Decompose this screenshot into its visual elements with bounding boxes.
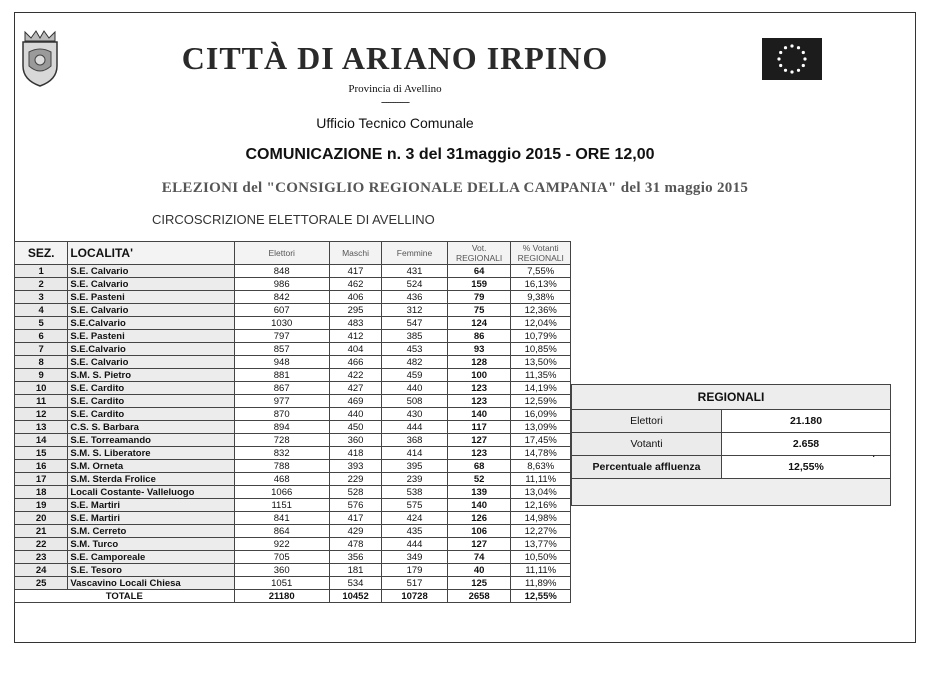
row-sez: 7 bbox=[15, 343, 68, 356]
row-localita: S.M. Orneta bbox=[68, 460, 234, 473]
row-maschi: 181 bbox=[329, 564, 381, 577]
row-sez: 8 bbox=[15, 356, 68, 369]
eu-star-icon bbox=[802, 51, 805, 54]
row-votanti: 40 bbox=[447, 564, 511, 577]
row-percentuale: 10,79% bbox=[511, 330, 571, 343]
total-label: TOTALE bbox=[15, 590, 235, 603]
row-elettori: 842 bbox=[234, 291, 329, 304]
city-title: CITTÀ DI ARIANO IRPINO bbox=[181, 40, 609, 76]
row-femmine: 575 bbox=[382, 499, 448, 512]
table-row bbox=[15, 512, 571, 525]
eu-star-icon bbox=[797, 46, 800, 49]
total-femmine: 10728 bbox=[382, 590, 448, 603]
row-votanti: 128 bbox=[447, 356, 511, 369]
row-sez: 2 bbox=[15, 278, 68, 291]
row-localita: S.E. Torreamando bbox=[68, 434, 234, 447]
row-percentuale: 14,78% bbox=[511, 447, 571, 460]
table-row bbox=[15, 265, 571, 278]
row-localita: C.S. S. Barbara bbox=[68, 421, 234, 434]
row-votanti: 123 bbox=[447, 382, 511, 395]
summary-blank-row bbox=[572, 479, 891, 506]
row-localita: S.E.Calvario bbox=[68, 343, 234, 356]
row-votanti: 127 bbox=[447, 434, 511, 447]
row-percentuale: 12,16% bbox=[511, 499, 571, 512]
row-localita: S.E. Calvario bbox=[68, 356, 234, 369]
row-sez: 9 bbox=[15, 369, 68, 382]
row-percentuale: 11,11% bbox=[511, 564, 571, 577]
row-votanti: 75 bbox=[447, 304, 511, 317]
row-sez: 12 bbox=[15, 408, 68, 421]
col-localita: LOCALITA' bbox=[68, 242, 234, 265]
row-votanti: 125 bbox=[447, 577, 511, 590]
row-localita: S.M. Turco bbox=[68, 538, 234, 551]
row-femmine: 538 bbox=[382, 486, 448, 499]
row-localita: Vascavino Locali Chiesa bbox=[68, 577, 234, 590]
row-percentuale: 14,19% bbox=[511, 382, 571, 395]
row-elettori: 864 bbox=[234, 525, 329, 538]
row-localita: S.M. S. Liberatore bbox=[68, 447, 234, 460]
turnout-table bbox=[14, 241, 571, 603]
row-votanti: 124 bbox=[447, 317, 511, 330]
row-elettori: 986 bbox=[234, 278, 329, 291]
row-femmine: 395 bbox=[382, 460, 448, 473]
row-localita: S.E.Calvario bbox=[68, 317, 234, 330]
row-votanti: 74 bbox=[447, 551, 511, 564]
table-row bbox=[15, 447, 571, 460]
row-percentuale: 13,04% bbox=[511, 486, 571, 499]
row-maschi: 418 bbox=[329, 447, 381, 460]
row-femmine: 435 bbox=[382, 525, 448, 538]
row-femmine: 312 bbox=[382, 304, 448, 317]
province-label: Provincia di Avellino bbox=[348, 83, 442, 95]
row-sez: 19 bbox=[15, 499, 68, 512]
row-femmine: 349 bbox=[382, 551, 448, 564]
row-maschi: 417 bbox=[329, 265, 381, 278]
row-percentuale: 8,63% bbox=[511, 460, 571, 473]
row-sez: 22 bbox=[15, 538, 68, 551]
summary-title: REGIONALI bbox=[572, 385, 891, 410]
row-sez: 15 bbox=[15, 447, 68, 460]
row-elettori: 894 bbox=[234, 421, 329, 434]
row-sez: 21 bbox=[15, 525, 68, 538]
table-row bbox=[15, 304, 571, 317]
summary-affluenza-value: 12,55% bbox=[722, 456, 891, 479]
row-maschi: 229 bbox=[329, 473, 381, 486]
row-femmine: 547 bbox=[382, 317, 448, 330]
eu-star-icon bbox=[790, 70, 793, 73]
table-row bbox=[15, 356, 571, 369]
row-votanti: 79 bbox=[447, 291, 511, 304]
row-votanti: 106 bbox=[447, 525, 511, 538]
row-femmine: 414 bbox=[382, 447, 448, 460]
row-sez: 18 bbox=[15, 486, 68, 499]
row-femmine: 459 bbox=[382, 369, 448, 382]
row-sez: 25 bbox=[15, 577, 68, 590]
row-percentuale: 17,45% bbox=[511, 434, 571, 447]
row-maschi: 356 bbox=[329, 551, 381, 564]
eu-star-icon bbox=[797, 69, 800, 72]
row-percentuale: 12,27% bbox=[511, 525, 571, 538]
row-votanti: 100 bbox=[447, 369, 511, 382]
row-sez: 14 bbox=[15, 434, 68, 447]
row-elettori: 857 bbox=[234, 343, 329, 356]
table-row bbox=[15, 434, 571, 447]
row-femmine: 517 bbox=[382, 577, 448, 590]
row-elettori: 705 bbox=[234, 551, 329, 564]
row-maschi: 576 bbox=[329, 499, 381, 512]
row-votanti: 123 bbox=[447, 447, 511, 460]
eu-star-icon bbox=[779, 64, 782, 67]
eu-star-icon bbox=[790, 44, 793, 47]
row-localita: S.E. Calvario bbox=[68, 304, 234, 317]
stray-mark: . bbox=[872, 446, 876, 460]
row-maschi: 427 bbox=[329, 382, 381, 395]
row-maschi: 404 bbox=[329, 343, 381, 356]
row-maschi: 412 bbox=[329, 330, 381, 343]
row-femmine: 444 bbox=[382, 538, 448, 551]
row-percentuale: 16,09% bbox=[511, 408, 571, 421]
table-header-row bbox=[15, 242, 571, 265]
row-sez: 4 bbox=[15, 304, 68, 317]
table-row bbox=[15, 382, 571, 395]
row-percentuale: 9,38% bbox=[511, 291, 571, 304]
row-localita: S.E. Cardito bbox=[68, 382, 234, 395]
table-row bbox=[15, 421, 571, 434]
row-percentuale: 12,36% bbox=[511, 304, 571, 317]
row-femmine: 424 bbox=[382, 512, 448, 525]
summary-votanti-label: Votanti bbox=[572, 433, 722, 456]
row-localita: S.M. S. Pietro bbox=[68, 369, 234, 382]
row-sez: 13 bbox=[15, 421, 68, 434]
row-votanti: 140 bbox=[447, 499, 511, 512]
row-elettori: 360 bbox=[234, 564, 329, 577]
row-femmine: 440 bbox=[382, 382, 448, 395]
row-percentuale: 13,09% bbox=[511, 421, 571, 434]
total-percentuale: 12,55% bbox=[511, 590, 571, 603]
row-votanti: 64 bbox=[447, 265, 511, 278]
row-votanti: 123 bbox=[447, 395, 511, 408]
row-elettori: 832 bbox=[234, 447, 329, 460]
col-sez: SEZ. bbox=[15, 242, 68, 265]
row-elettori: 788 bbox=[234, 460, 329, 473]
row-localita: S.E. Martiri bbox=[68, 499, 234, 512]
row-sez: 17 bbox=[15, 473, 68, 486]
city-crest-icon bbox=[19, 28, 61, 88]
row-percentuale: 11,35% bbox=[511, 369, 571, 382]
row-percentuale: 14,98% bbox=[511, 512, 571, 525]
row-maschi: 429 bbox=[329, 525, 381, 538]
row-elettori: 1066 bbox=[234, 486, 329, 499]
row-localita: S.E. Pasteni bbox=[68, 291, 234, 304]
table-row bbox=[15, 317, 571, 330]
row-sez: 5 bbox=[15, 317, 68, 330]
row-maschi: 462 bbox=[329, 278, 381, 291]
col-elettori: Elettori bbox=[234, 242, 329, 265]
row-localita: S.E. Pasteni bbox=[68, 330, 234, 343]
row-elettori: 607 bbox=[234, 304, 329, 317]
separator: ------------ bbox=[381, 97, 409, 108]
row-percentuale: 12,59% bbox=[511, 395, 571, 408]
eu-star-icon bbox=[803, 57, 806, 60]
table-row bbox=[15, 525, 571, 538]
row-votanti: 139 bbox=[447, 486, 511, 499]
row-sez: 1 bbox=[15, 265, 68, 278]
row-maschi: 534 bbox=[329, 577, 381, 590]
row-localita: S.E. Martiri bbox=[68, 512, 234, 525]
col-votanti: Vot. REGIONALI bbox=[447, 242, 511, 265]
row-sez: 16 bbox=[15, 460, 68, 473]
row-localita: S.E. Calvario bbox=[68, 265, 234, 278]
row-maschi: 469 bbox=[329, 395, 381, 408]
row-elettori: 948 bbox=[234, 356, 329, 369]
row-elettori: 922 bbox=[234, 538, 329, 551]
row-elettori: 728 bbox=[234, 434, 329, 447]
row-elettori: 848 bbox=[234, 265, 329, 278]
row-sez: 24 bbox=[15, 564, 68, 577]
row-localita: S.E. Cardito bbox=[68, 395, 234, 408]
row-elettori: 870 bbox=[234, 408, 329, 421]
row-femmine: 430 bbox=[382, 408, 448, 421]
row-femmine: 436 bbox=[382, 291, 448, 304]
district-label: CIRCOSCRIZIONE ELETTORALE DI AVELLINO bbox=[152, 212, 435, 227]
row-votanti: 126 bbox=[447, 512, 511, 525]
row-votanti: 127 bbox=[447, 538, 511, 551]
row-elettori: 1030 bbox=[234, 317, 329, 330]
row-femmine: 482 bbox=[382, 356, 448, 369]
eu-star-icon bbox=[777, 57, 780, 60]
row-sez: 3 bbox=[15, 291, 68, 304]
row-percentuale: 11,11% bbox=[511, 473, 571, 486]
eu-star-icon bbox=[784, 69, 787, 72]
office-label: Ufficio Tecnico Comunale bbox=[316, 115, 474, 131]
row-sez: 23 bbox=[15, 551, 68, 564]
row-votanti: 68 bbox=[447, 460, 511, 473]
row-percentuale: 11,89% bbox=[511, 577, 571, 590]
table-row bbox=[15, 330, 571, 343]
row-maschi: 360 bbox=[329, 434, 381, 447]
row-votanti: 93 bbox=[447, 343, 511, 356]
eu-star-icon bbox=[802, 64, 805, 67]
row-localita: S.E. Tesoro bbox=[68, 564, 234, 577]
row-votanti: 140 bbox=[447, 408, 511, 421]
row-maschi: 478 bbox=[329, 538, 381, 551]
row-femmine: 239 bbox=[382, 473, 448, 486]
table-row bbox=[15, 395, 571, 408]
row-maschi: 406 bbox=[329, 291, 381, 304]
table-row bbox=[15, 538, 571, 551]
row-maschi: 422 bbox=[329, 369, 381, 382]
table-row bbox=[15, 460, 571, 473]
row-elettori: 797 bbox=[234, 330, 329, 343]
row-elettori: 468 bbox=[234, 473, 329, 486]
eu-star-icon bbox=[779, 51, 782, 54]
row-votanti: 117 bbox=[447, 421, 511, 434]
row-maschi: 450 bbox=[329, 421, 381, 434]
row-femmine: 431 bbox=[382, 265, 448, 278]
eu-flag-icon bbox=[762, 38, 822, 80]
table-row bbox=[15, 577, 571, 590]
eu-star-icon bbox=[784, 46, 787, 49]
row-elettori: 977 bbox=[234, 395, 329, 408]
communication-heading: COMUNICAZIONE n. 3 del 31maggio 2015 - ORE 12,00 bbox=[245, 146, 655, 163]
table-row bbox=[15, 551, 571, 564]
row-maschi: 483 bbox=[329, 317, 381, 330]
summary-elettori-value: 21.180 bbox=[722, 410, 891, 433]
table-row bbox=[15, 486, 571, 499]
summary-elettori-label: Elettori bbox=[572, 410, 722, 433]
row-femmine: 508 bbox=[382, 395, 448, 408]
row-femmine: 524 bbox=[382, 278, 448, 291]
total-row bbox=[15, 590, 571, 603]
row-localita: S.M. Cerreto bbox=[68, 525, 234, 538]
row-votanti: 159 bbox=[447, 278, 511, 291]
row-maschi: 417 bbox=[329, 512, 381, 525]
row-sez: 20 bbox=[15, 512, 68, 525]
table-row bbox=[15, 278, 571, 291]
total-maschi: 10452 bbox=[329, 590, 381, 603]
row-elettori: 1051 bbox=[234, 577, 329, 590]
row-elettori: 1151 bbox=[234, 499, 329, 512]
row-percentuale: 12,04% bbox=[511, 317, 571, 330]
row-maschi: 440 bbox=[329, 408, 381, 421]
table-row bbox=[15, 369, 571, 382]
row-localita: S.E. Calvario bbox=[68, 278, 234, 291]
row-localita: S.E. Camporeale bbox=[68, 551, 234, 564]
election-heading: ELEZIONI del "CONSIGLIO REGIONALE DELLA CAMPANIA" del 31 maggio 2015 bbox=[161, 180, 749, 196]
row-femmine: 385 bbox=[382, 330, 448, 343]
row-sez: 11 bbox=[15, 395, 68, 408]
row-sez: 10 bbox=[15, 382, 68, 395]
row-maschi: 295 bbox=[329, 304, 381, 317]
row-maschi: 393 bbox=[329, 460, 381, 473]
table-row bbox=[15, 343, 571, 356]
row-femmine: 368 bbox=[382, 434, 448, 447]
row-elettori: 867 bbox=[234, 382, 329, 395]
row-percentuale: 7,55% bbox=[511, 265, 571, 278]
table-row bbox=[15, 499, 571, 512]
row-femmine: 444 bbox=[382, 421, 448, 434]
row-elettori: 881 bbox=[234, 369, 329, 382]
total-votanti: 2658 bbox=[447, 590, 511, 603]
row-percentuale: 10,85% bbox=[511, 343, 571, 356]
row-votanti: 86 bbox=[447, 330, 511, 343]
row-percentuale: 13,50% bbox=[511, 356, 571, 369]
col-maschi: Maschi bbox=[329, 242, 381, 265]
total-elettori: 21180 bbox=[234, 590, 329, 603]
table-row bbox=[15, 473, 571, 486]
table-row bbox=[15, 291, 571, 304]
row-localita: Locali Costante- Valleluogo bbox=[68, 486, 234, 499]
row-maschi: 528 bbox=[329, 486, 381, 499]
row-elettori: 841 bbox=[234, 512, 329, 525]
row-localita: S.E. Cardito bbox=[68, 408, 234, 421]
row-percentuale: 10,50% bbox=[511, 551, 571, 564]
summary-votanti-value: 2.658 bbox=[722, 433, 891, 456]
table-row bbox=[15, 564, 571, 577]
row-percentuale: 16,13% bbox=[511, 278, 571, 291]
row-votanti: 52 bbox=[447, 473, 511, 486]
row-sez: 6 bbox=[15, 330, 68, 343]
row-femmine: 179 bbox=[382, 564, 448, 577]
row-femmine: 453 bbox=[382, 343, 448, 356]
regional-summary-table bbox=[571, 384, 891, 506]
col-percentuale: % Votanti REGIONALI bbox=[511, 242, 571, 265]
row-percentuale: 13,77% bbox=[511, 538, 571, 551]
col-femmine: Femmine bbox=[382, 242, 448, 265]
row-maschi: 466 bbox=[329, 356, 381, 369]
row-localita: S.M. Sterda Frolice bbox=[68, 473, 234, 486]
table-row bbox=[15, 408, 571, 421]
summary-affluenza-label: Percentuale affluenza bbox=[572, 456, 722, 479]
